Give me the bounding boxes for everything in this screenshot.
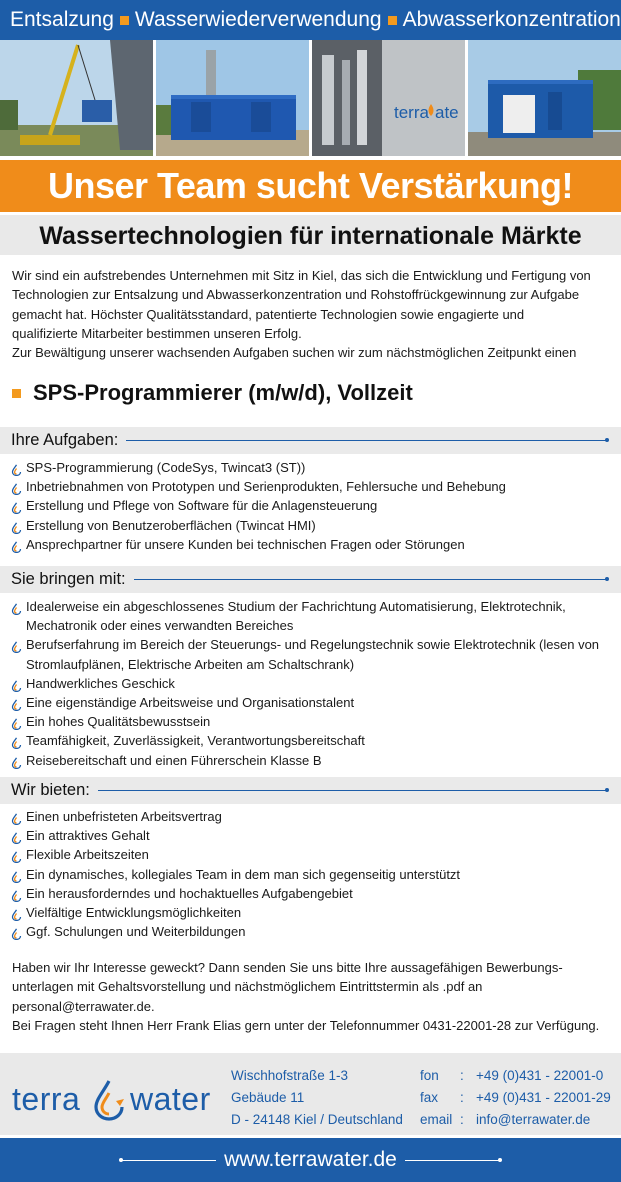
section-header-tasks bbox=[0, 427, 621, 454]
contact-block bbox=[420, 1065, 611, 1131]
headline-banner: Unser Team sucht Verstärkung! bbox=[0, 160, 621, 212]
water-drop-bullet-icon bbox=[11, 539, 22, 551]
list-item bbox=[11, 751, 611, 770]
water-drop-bullet-icon bbox=[11, 462, 22, 474]
list-item bbox=[11, 674, 611, 693]
address-line: D - 24148 Kiel / Deutschland bbox=[231, 1112, 403, 1127]
list-item-text: Ein herausforderndes und hochaktuelles Aufgabengebiet bbox=[26, 885, 353, 901]
colon: : bbox=[460, 1090, 464, 1105]
water-drop-bullet-icon bbox=[11, 755, 22, 767]
svg-text:terra: terra bbox=[394, 103, 429, 122]
water-drop-bullet-icon bbox=[11, 716, 22, 728]
divider-line bbox=[126, 440, 607, 441]
water-drop-bullet-icon bbox=[11, 926, 22, 938]
list-item-text: Flexible Arbeitszeiten bbox=[26, 847, 149, 863]
position-label: SPS-Programmierer (m/w/d), Vollzeit bbox=[33, 380, 413, 405]
list-item bbox=[11, 516, 611, 535]
terrawater-logo bbox=[12, 1073, 217, 1123]
logo-word-terra: terra bbox=[12, 1081, 81, 1117]
list-item-text: Vielfältige Entwicklungsmöglichkeiten bbox=[26, 905, 242, 921]
intro-text bbox=[12, 266, 612, 362]
list-item-text: Einen unbefristeten Arbeitsvertrag bbox=[26, 809, 222, 824]
list-item bbox=[11, 458, 611, 477]
address-block bbox=[231, 1065, 403, 1131]
list-item bbox=[11, 826, 611, 845]
photo-strip bbox=[0, 40, 621, 156]
list-item bbox=[11, 597, 611, 635]
requirement-list bbox=[11, 597, 611, 770]
divider-line bbox=[134, 579, 607, 580]
water-drop-bullet-icon bbox=[11, 678, 22, 690]
section-title: Wir bieten: bbox=[11, 781, 90, 799]
closing-text bbox=[12, 958, 612, 1035]
fax-number: +49 (0)431 - 22001-29 bbox=[476, 1090, 611, 1105]
list-item-text: Inbetriebnahmen von Prototypen und Serienprodukten, Fehlersuche und Behebung bbox=[26, 479, 506, 495]
water-drop-icon bbox=[90, 1077, 128, 1121]
list-item bbox=[11, 477, 611, 496]
list-item bbox=[11, 731, 611, 750]
list-item bbox=[11, 922, 611, 941]
list-item bbox=[11, 903, 611, 922]
water-drop-bullet-icon bbox=[11, 697, 22, 709]
website-link[interactable]: www.terrawater.de bbox=[224, 1148, 397, 1171]
list-item bbox=[11, 693, 611, 712]
water-drop-bullet-icon bbox=[11, 601, 22, 613]
list-item-text: Erstellung und Pflege von Software für die Anlagensteuerung bbox=[26, 498, 378, 514]
contact-label: fax bbox=[420, 1090, 439, 1105]
address-line: Wischhofstraße 1-3 bbox=[231, 1068, 349, 1083]
colon: : bbox=[460, 1068, 464, 1083]
intro-line: gemacht hat. Höchster Qualitätsstandard, patentierte Technologien sowie engagierte und bbox=[12, 306, 525, 322]
intro-line: Zur Bewältigung unserer wachsenden Aufgaben suchen wir zum nächstmöglichen Zeitpunkt einen bbox=[12, 345, 577, 361]
footer bbox=[0, 1053, 621, 1135]
task-list bbox=[11, 458, 611, 554]
intro-line: Technologien zur Entsalzung und Abwasserkonzentration und Rohstoffrückgewinnung zur Aufgabe bbox=[12, 287, 580, 303]
intro-line: qualifizierte Mitarbeiter bestimmen unseren Erfolg. bbox=[12, 325, 302, 341]
list-item-text: Ein hohes Qualitätsbewusstsein bbox=[26, 714, 211, 730]
svg-text:ate: ate bbox=[435, 103, 459, 122]
list-item bbox=[11, 845, 611, 864]
list-item bbox=[11, 635, 611, 673]
crane-lifting-container-photo bbox=[0, 40, 153, 156]
divider-line bbox=[405, 1160, 500, 1161]
list-item-text: Teamfähigkeit, Zuverlässigkeit, Verantwortungsbereitschaft bbox=[26, 733, 365, 749]
water-drop-bullet-icon bbox=[11, 481, 22, 493]
email-link[interactable]: info@terrawater.de bbox=[476, 1112, 591, 1127]
subtitle: Wassertechnologien für internationale Märkte bbox=[0, 215, 621, 255]
colon: : bbox=[460, 1112, 464, 1127]
list-item-text: Ein dynamisches, kollegiales Team in dem man sich gegenseitig unterstützt bbox=[26, 866, 461, 882]
water-drop-bullet-icon bbox=[11, 907, 22, 919]
website-bar bbox=[0, 1138, 621, 1182]
list-item bbox=[11, 535, 611, 554]
section-header-requirements bbox=[0, 566, 621, 593]
contact-label: fon bbox=[420, 1068, 439, 1083]
list-item-text: Ansprechpartner für unsere Kunden bei technischen Fragen oder Störungen bbox=[26, 536, 465, 552]
list-item bbox=[11, 865, 611, 884]
water-drop-bullet-icon bbox=[11, 830, 22, 842]
installation-interior-photo bbox=[312, 40, 465, 156]
divider-line bbox=[121, 1160, 216, 1161]
list-item-text: SPS-Programmierung (CodeSys, Twincat3 (ST)) bbox=[26, 460, 306, 475]
water-drop-bullet-icon bbox=[11, 849, 22, 861]
water-drop-bullet-icon bbox=[11, 888, 22, 900]
logo-word-water: water bbox=[130, 1081, 211, 1117]
keyword-water-reuse: Wasserwiederverwendung bbox=[134, 8, 382, 31]
water-drop-bullet-icon bbox=[11, 869, 22, 881]
container-on-site-photo bbox=[468, 40, 621, 156]
list-item-text: Idealerweise ein abgeschlossenes Studium der Fachrichtung Automatisierung, Elektrotechnik, Mechatronik oder eines verwandten Bereiches bbox=[26, 599, 566, 634]
keyword-bar bbox=[0, 0, 621, 40]
section-title: Ihre Aufgaben: bbox=[11, 431, 119, 449]
list-item-text: Berufserfahrung im Bereich der Steuerungs- und Regelungstechnik sowie Elektrotechnik (lesen von Stromlaufplänen, Elektrische Arbeiten am Schaltschrank) bbox=[26, 637, 600, 672]
contact-row-phone bbox=[420, 1065, 611, 1087]
position-title bbox=[12, 380, 413, 406]
keyword-wastewater-concentration: Abwasserkonzentration bbox=[402, 8, 621, 31]
water-drop-bullet-icon bbox=[11, 811, 22, 823]
keyword-desalination: Entsalzung bbox=[10, 8, 114, 31]
intro-line: Wir sind ein aufstrebendes Unternehmen mit Sitz in Kiel, das sich die Entwicklung und Fertigung von bbox=[12, 268, 591, 283]
closing-line: Bei Fragen steht Ihnen Herr Frank Elias gern unter der Telefonnummer 0431-22001-28 zur Verfügung. bbox=[12, 1017, 600, 1033]
list-item-text: Eine eigenständige Arbeitsweise und Organisationstalent bbox=[26, 695, 355, 711]
bullet-square bbox=[12, 389, 21, 398]
list-item bbox=[11, 496, 611, 515]
list-item-text: Ein attraktives Gehalt bbox=[26, 828, 150, 844]
bullet-square bbox=[120, 16, 129, 25]
closing-line: Haben wir Ihr Interesse geweckt? Dann senden Sie uns bitte Ihre aussagefähigen Bewerbungs- bbox=[12, 960, 563, 975]
bullet-square bbox=[388, 16, 397, 25]
contact-row-email bbox=[420, 1109, 611, 1131]
address-line: Gebäude 11 bbox=[231, 1090, 305, 1105]
list-item-text: Reisebereitschaft und einen Führerschein Klasse B bbox=[26, 752, 322, 768]
list-item-text: Handwerkliches Geschick bbox=[26, 675, 175, 691]
water-drop-bullet-icon bbox=[11, 639, 22, 651]
closing-line: unterlagen mit Gehaltsvorstellung und nächstmöglichem Eintrittstermin als .pdf an bbox=[12, 979, 483, 995]
contact-label: email bbox=[420, 1112, 453, 1127]
section-title: Sie bringen mit: bbox=[11, 570, 126, 588]
divider-line bbox=[98, 790, 607, 791]
list-item bbox=[11, 884, 611, 903]
offer-list bbox=[11, 807, 611, 941]
list-item-text: Ggf. Schulungen und Weiterbildungen bbox=[26, 924, 246, 940]
list-item bbox=[11, 712, 611, 731]
water-drop-bullet-icon bbox=[11, 500, 22, 512]
section-header-offers bbox=[0, 777, 621, 804]
water-drop-bullet-icon bbox=[11, 735, 22, 747]
blue-container-plant-photo bbox=[156, 40, 309, 156]
phone-number[interactable]: +49 (0)431 - 22001-0 bbox=[476, 1068, 604, 1083]
water-drop-bullet-icon bbox=[11, 520, 22, 532]
closing-line: personal@terrawater.de. bbox=[12, 998, 155, 1014]
contact-row-fax bbox=[420, 1087, 611, 1109]
list-item-text: Erstellung von Benutzeroberflächen (Twincat HMI) bbox=[26, 517, 316, 533]
list-item bbox=[11, 807, 611, 826]
